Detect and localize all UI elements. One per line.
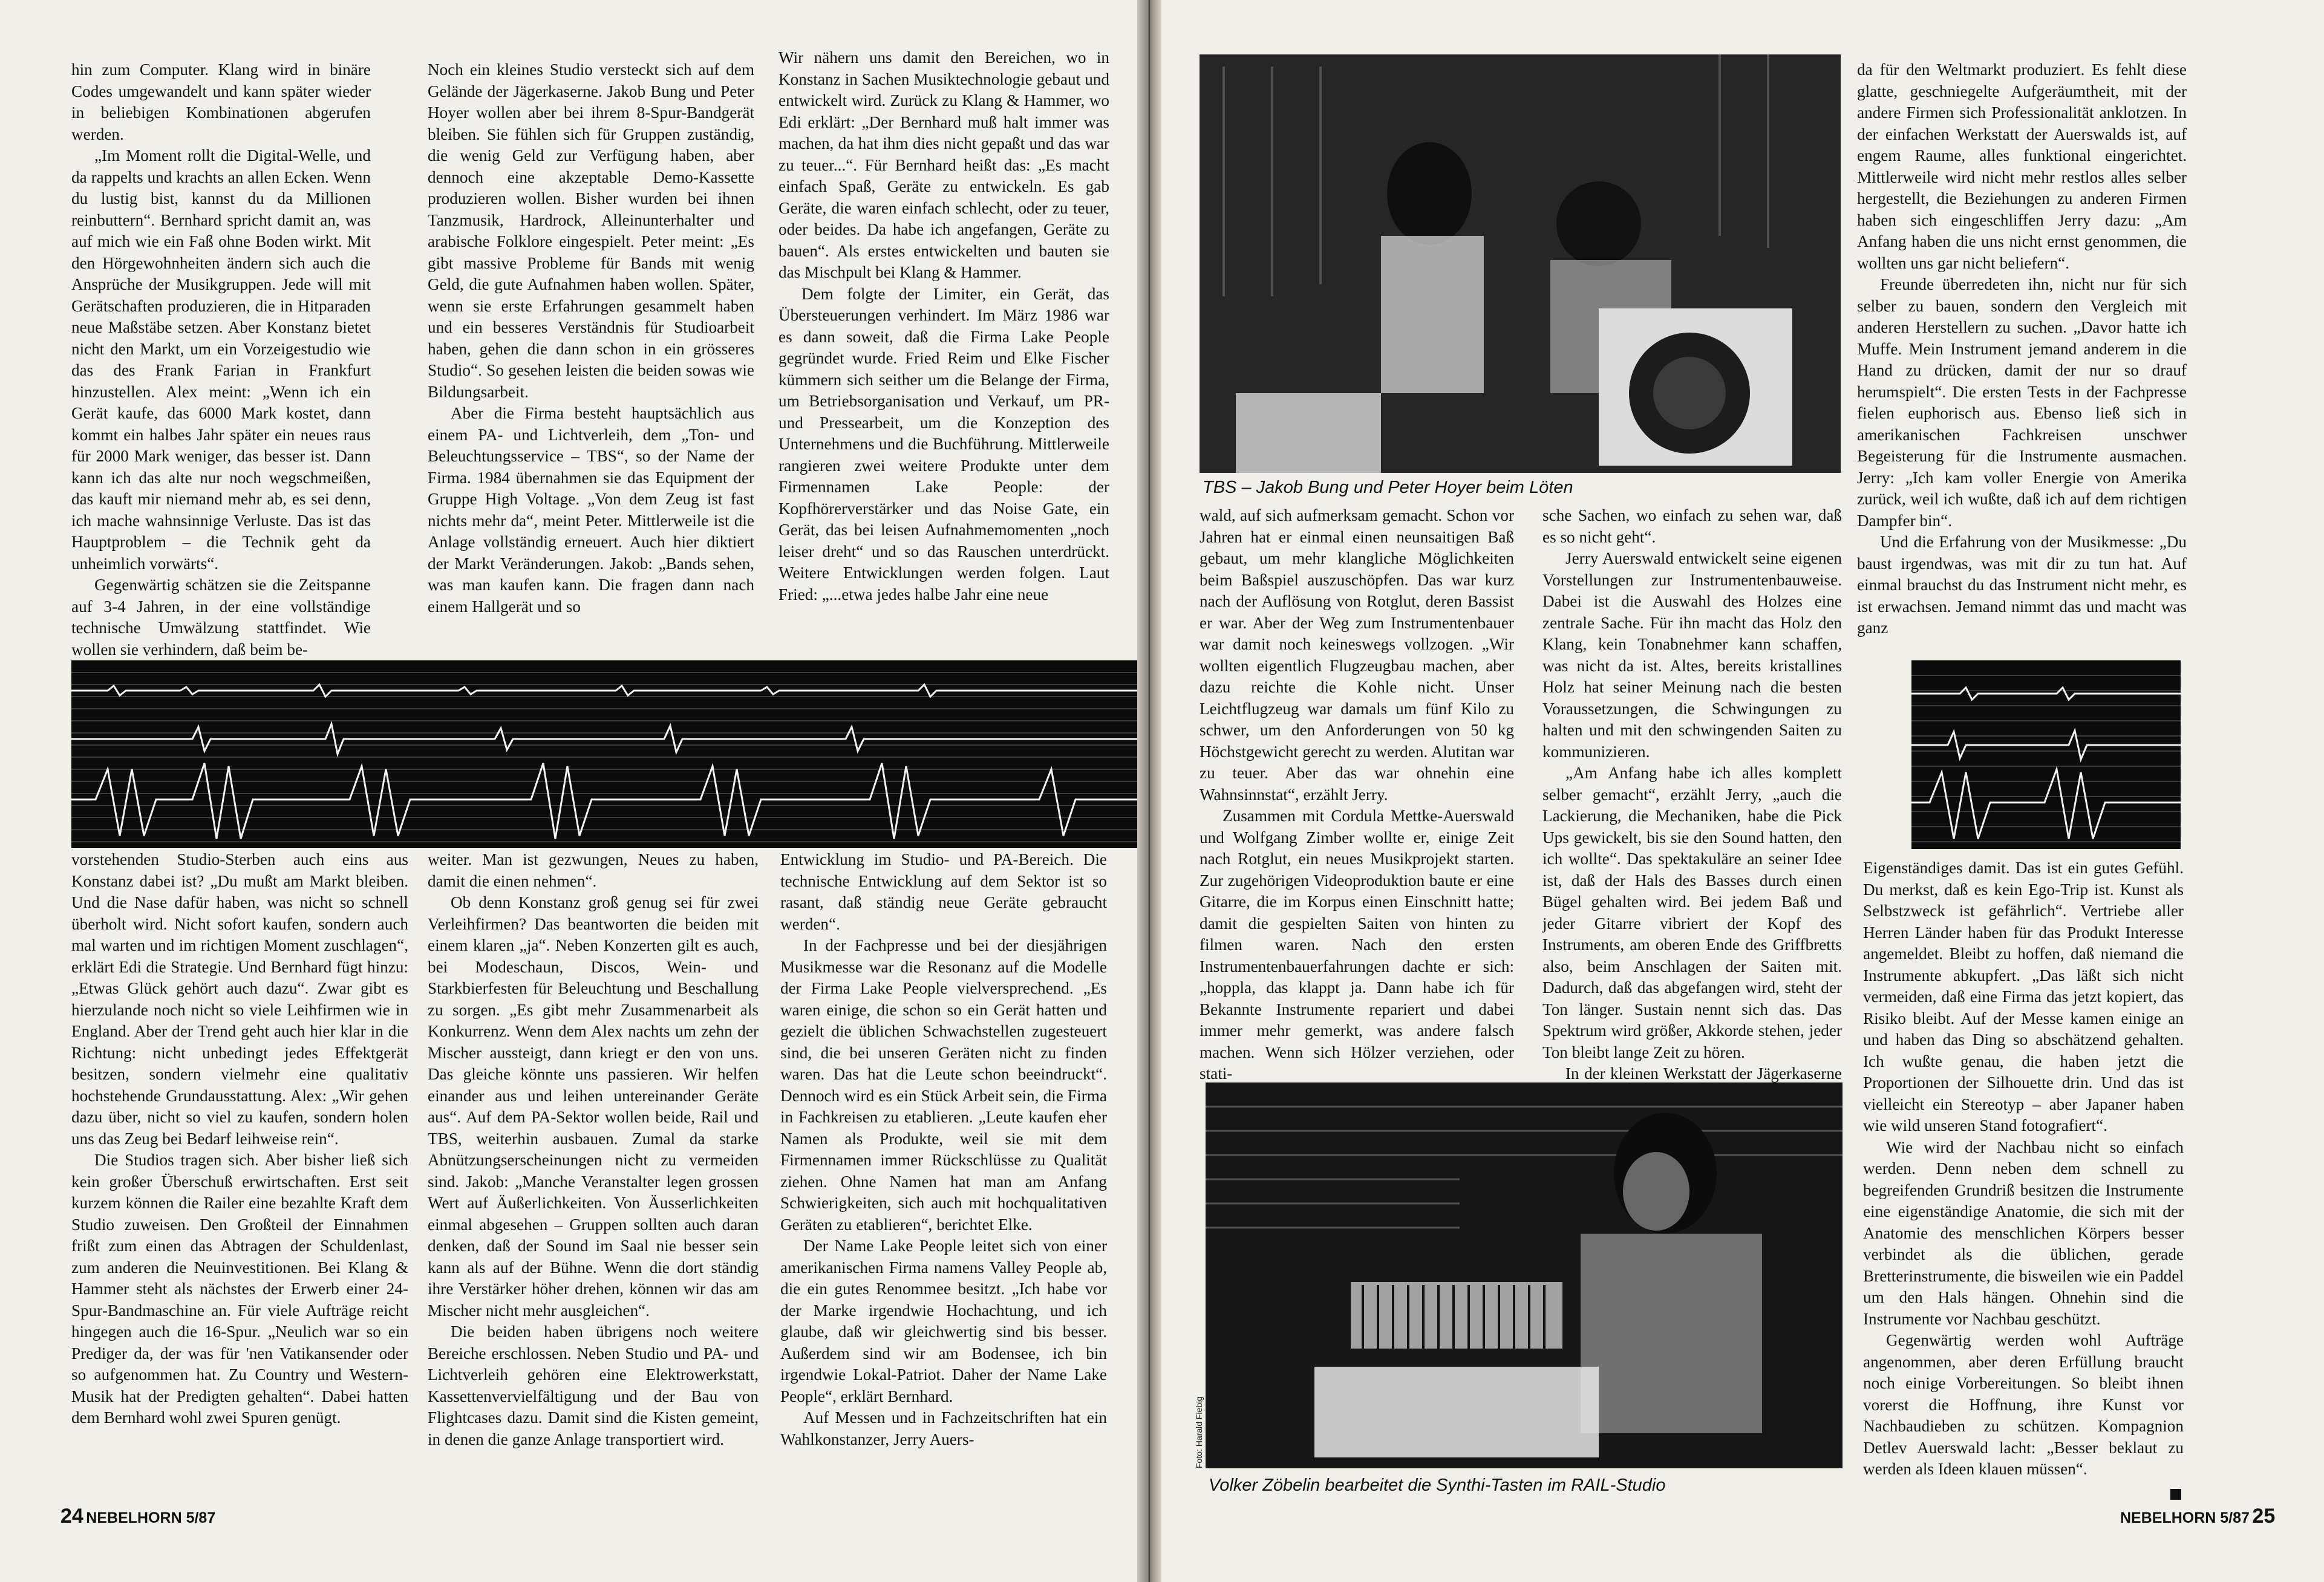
workshop-photo-graphic bbox=[1200, 54, 1841, 473]
paragraph: Entwicklung im Studio- und PA-Bereich. Die technische Entwicklung auf dem Sektor ist so rasant, daß ständig neue Geräte gebraucht werden“. bbox=[780, 850, 1107, 933]
paragraph: „Am Anfang habe ich alles komplett selber gemacht“, erzählt Jerry, „auch die Lackierung, die Mechaniken, habe die Pick Ups gewickelt, bis sie den Sound hatten, den ich wollte“. Das spektakuläre an seiner Idee ist, daß der Hals des Basses durch einen Bügel gehalten wird. Bei jedem Baß und jeder Gitarre vibriert der Kopf des Instruments, am oberen Ende des Griffbretts also, beim Anschlagen der Saiten mit. Dadurch, daß das abgefangen wird, steht der Ton länger. Sustain nennt sich das. Das Spektrum wird größer, Akkorde stehen, jeder Ton bleibt lange Zeit zu hören. bbox=[1542, 764, 1842, 1061]
paragraph: Zusammen mit Cordula Mettke-Auerswald und Wolfgang Zimber wollte er, einige Zeit nach Rotglut, ein neues Musikprojekt starten. Zur zugehörigen Videoproduktion baute er eine Gitarre, die im Korpus einen Einschnitt hatte; damit die gespielten Saiten von hinten zu filmen waren. Nach den ersten Instrumentenbauerfahrungen dachte er sich: „hoppla, das klappt ja. Dann habe ich für Bekannte Instrumente repariert und dabei immer mehr gemerkt, was andere falsch machen. Wenn sich Hölzer verziehen, oder stati- bbox=[1200, 807, 1514, 1082]
paragraph: Die Studios tragen sich. Aber bisher ließ sich kein großer Überschuß erwirtschaften. Erst seit kurzem können die Railer eine bezahlte Kraft dem Studio zuweisen. Den Großteil der Einnahmen frißt zum einen das Abtragen der Schuldenlast, zum anderen die Neuinvestitionen. Bei Klang & Hammer steht als nächstes der Erwerb einer 24-Spur-Bandmaschine an. Für viele Aufträge reicht hingegen auch die 16-Spur. „Neulich war so ein Prediger da, der was für 'nen Vatikansender oder so aufgenommen hat. Zu Country und Western-Musik hat der Predigten gehalten“. Dabei hatten dem Bernhard wohl zwei Spuren genügt. bbox=[71, 1151, 408, 1427]
photo-caption-top: TBS – Jakob Bung und Peter Hoyer beim Löten bbox=[1203, 478, 1573, 497]
right-col-r-bottom bbox=[1863, 858, 2184, 1505]
paragraph: Aber die Firma besteht hauptsächlich aus einem PA- und Lichtverleih, dem „Ton- und Beleuchtungsservice – TBS“, so der Name der Firma. 1984 übernahmen sie das Equipment der Gruppe High Voltage. „Von dem Zeug ist fast nichts mehr da“, meint Peter. Mittlerweile ist die Anlage vollständig erneuert. Auch hier diktiert der Markt Veränderungen. Jakob: „Bands sehen, was man kaufen kann. Die fragen dann nach einem Hallgerät und so bbox=[428, 404, 754, 616]
waveform-image-left bbox=[71, 660, 1137, 848]
right-footer bbox=[2120, 1505, 2275, 1528]
magazine-issue: NEBELHORN 5/87 bbox=[2120, 1509, 2250, 1526]
paragraph: Der Name Lake People leitet sich von einer amerikanischen Firma namens Valley People ab, die ein gutes Renommee besitzt. „Ich habe vor der Marke irgendwie Hochachtung, und ich glaube, daß wir gleichwertig sind bis besser. Außerdem sind wir am Bodensee, ich bin irgendwie Lokal-Patriot. Daher der Name Lake People“, erklärt Bernhard. bbox=[780, 1237, 1107, 1405]
paragraph: In der Fachpresse und bei der diesjährigen Musikmesse war die Resonanz auf die Modelle der Firma Lake People vielversprechend. „Es waren einige, die schon so ein Gerät hatten und gezielt die üblichen Schwachstellen zugesteuert sind, die bei unseren Geräten nicht zu finden waren. Das hat die Leute schon beeindruckt“. Dennoch wird es ein Stück Arbeit sein, die Firma in Fachkreisen zu etablieren. „Leute kaufen eher Namen als Produkte, weil sie mit dem Firmennamen immer Rückschlüsse zu Qualität ziehen. Ohne Namen hat man am Anfang Schwierigkeiten, sich auch mit hochqualitativen Geräten zu etablieren“, berichtet Elke. bbox=[780, 936, 1107, 1234]
paragraph: vorstehenden Studio-Sterben auch eins aus Konstanz dabei ist? „Du mußt am Markt bleiben. Und die Nase dafür haben, was nicht so schnell überholt wird. Nicht sofort kaufen, sondern auch mal warten und im richtigen Moment zuschlagen“, erklärt Edi die Strategie. Und Bernhard fügt hinzu: „Etwas Glück gehört auch dazu“. Zwar gibt es hierzulande noch nicht so viele Leihfirmen wie in England. Aber der Trend geht auch hier klar in die Richtung: nicht unbedingt jedes Effektgerät besitzen, sondern vielmehr eine qualitativ hochstehende Grundausstattung. Alex: „Wir gehen dazu über, nicht so viel zu kaufen, sondern holen uns das Zeug bei Bedarf leihweise rein“. bbox=[71, 850, 408, 1148]
paragraph: In der kleinen Werkstatt der Jägerkaserne bbox=[1565, 1064, 1842, 1082]
paragraph: Freunde überredeten ihn, nicht nur für sich selber zu bauen, sondern den Vergleich mit anderen Herstellern zu suchen. „Davor hatte ich Muffe. Mein Instrument jemand anderem in die Hand zu drücken, damit der nur so drauf herumspielt“. Die ersten Tests in der Fachpresse fielen euphorisch aus. Ebenso ließ sich in amerikanischen Fachkreisen unschwer Begeisterung für die Instrumente ausmachen. Jerry: „Ich kam voller Energie von Amerika zurück, weil ich wußte, daß ich auf dem richtigen Dampfer bin“. bbox=[1857, 275, 2187, 530]
page-number: 25 bbox=[2252, 1505, 2276, 1528]
paragraph: Eigenständiges damit. Das ist ein gutes Gefühl. Du merkst, daß es kein Ego-Trip ist. Kunst als Selbstzweck ist gefährlich“. Vertriebe aller Herren Länder haben für das Produkt Interesse angemeldet. Bleibt zu hoffen, daß niemand die Instrumente abkupfert. „Das läßt sich nicht vermeiden, daß eine Firma das jetzt kopiert, das Risiko bleibt. Auf der Messe kamen einige an und haben das Ding so abschätzend gehalten. Ich wußte genau, die haben jetzt die Proportionen der Silhouette drin. Und das ist vielleicht ein Stereotyp – aber Japaner haben wie wild unseren Stand fotografiert“. bbox=[1863, 859, 2184, 1134]
photo-synthi-studio bbox=[1206, 1082, 1843, 1468]
paragraph: Die beiden haben übrigens noch weitere Bereiche erschlossen. Neben Studio und PA- und Lichtverleih gehören eine Elektrowerkstatt, Kassettenvervielfältigung und der Bau von Flightcases dazu. Damit sind die Kisten gemeint, in denen die ganze Anlage transportiert wird. bbox=[428, 1323, 759, 1448]
left-col3-bottom bbox=[780, 849, 1107, 1502]
paragraph: Auf Messen und in Fachzeitschriften hat ein Wahlkonstanzer, Jerry Auers- bbox=[780, 1408, 1107, 1448]
paragraph: Gegenwärtig schätzen sie die Zeitspanne auf 3-4 Jahren, in der eine vollständige technische Umwälzung stattfindet. Wie wollen sie verhindern, daß beim be- bbox=[71, 576, 371, 659]
paragraph: Dem folgte der Limiter, ein Gerät, das Übersteuerungen verhindert. Im März 1986 war es dann soweit, daß die Firma Lake People gegründet wurde. Fried Reim und Elke Fischer kümmern sich seither um die Belange der Firma, um Betriebsorganisation und Verkauf, um PR- und Pressearbeit, um die Konzeption des Unternehmens und die Buchführung. Mittlerweile rangieren zwei weitere Produkte unter dem Firmennamen Lake People: der Kopfhörerverstärker und das Noise Gate, ein Gerät, das bei leisen Aufnahmemomenten „noch leiser dreht“ und so das Rauschen unterdrückt. Weitere Entwicklungen werden folgen. Laut Fried: „...etwa jedes halbe Jahr eine neue bbox=[778, 284, 1109, 604]
paragraph: Ob denn Konstanz groß genug sei für zwei Verleihfirmen? Das beantworten die beiden mit einem klaren „ja“. Neben Konzerten gilt es auch, bei Modeschaun, Discos, Wein- und Starkbierfesten für Beleuchtung und Beschallung zu sorgen. „Es gibt mehr Zusammenarbeit als Konkurrenz. Wenn dem Alex nachts um zehn der Mischer aussteigt, dann kriegt er den von uns. Das gleiche könnte uns passieren. Wir helfen einander aus und leihen untereinander Geräte aus“. Auf dem PA-Sektor wollen beide, Rail und TBS, weiterhin ausbauen. Zumal da starke Abnützungserscheinungen nicht zu vermeiden sind. Jakob: „Manche Veranstalter legen grossen Wert auf Äußerlichkeiten. Von Äusserlichkeiten einmal abgesehen – Gruppen sollten auch daran denken, daß der Sound im Saal nie besser sein kann als auf der Bühne. Wenn die dort ständig ihre Verstärker höher drehen, können wir das am Mischer nicht mehr ausgleichen“. bbox=[428, 893, 759, 1320]
right-col-mid-left bbox=[1200, 505, 1514, 1082]
paragraph: sche Sachen, wo einfach zu sehen war, daß es so nicht geht“. bbox=[1542, 506, 1842, 546]
left-col2-bottom bbox=[428, 849, 759, 1502]
paragraph: Wir nähern uns damit den Bereichen, wo in Konstanz in Sachen Musiktechnologie gebaut und entwickelt wird. Zurück zu Klang & Hammer, wo Edi erklärt: „Der Bernhard muß halt immer was machen, da hat ihm dies nicht gepaßt und das war zu teuer...“. Für Bernhard heißt das: „Es macht einfach Spaß, Geräte zu entwickeln. Es gab Geräte, die waren einfach schlecht, oder zu teuer, oder beides. Da habe ich angefangen, Geräte zu bauen“. Als erstes entwickelten und bauten sie das Mischpult bei Klang & Hammer. bbox=[778, 48, 1109, 281]
left-col3-top bbox=[778, 47, 1109, 652]
left-col1-bottom bbox=[71, 849, 408, 1502]
paragraph: hin zum Computer. Klang wird in binäre Codes umgewandelt und kann später wieder in beliebigen Kombinationen abgerufen werden. bbox=[71, 60, 371, 143]
paragraph: „Im Moment rollt die Digital-Welle, und da rappelts und krachts an allen Ecken. Wenn du lustig bist, kannst du da Millionen reinbuttern“. Bernhard spricht damit an, was auf mich wie ein Faß ohne Boden wirkt. Mit den Hörgewohnheiten ändern sich auch die Ansprüche der Musikgruppen. Jede will mit Gerätschaften produzieren, die in Hitparaden neue Maßstäbe setzen. Aber Konstanz bietet nicht den Markt, um ein Vorzeigestudio wie das des Frank Farian in Frankfurt hinzustellen. Alex meint: „Wenn ich ein Gerät kaufe, das 6000 Mark kostet, dann kommt ein halbes Jahr später ein neues raus für 2000 Mark weniger, das besser ist. Dann kann ich das alte nur noch wegschmeißen, das kauft mir niemand mehr ab, es sei denn, ich mache wahnsinnige Verluste. Das ist das Hauptproblem – die Technik geht da unheimlich vorwärts“. bbox=[71, 146, 371, 573]
studio-photo-graphic bbox=[1206, 1082, 1843, 1468]
waveform-image-right bbox=[1911, 660, 2181, 849]
spine-gutter bbox=[1137, 0, 1161, 1582]
paragraph: weiter. Man ist gezwungen, Neues zu haben, damit die einen nehmen“. bbox=[428, 850, 759, 890]
paragraph: da für den Weltmarkt produziert. Es fehlt diese glatte, geschniegelte Aufgeräumtheit, mit der andere Firmen sich Professionalität anklotzen. In der einfachen Werkstatt der Auerswalds ist, auf engem Raume, alles funktional eingerichtet. Mittlerweile wird nicht mehr restlos alles selber hergestellt, die Beziehungen zu anderen Firmen haben sich eingeschliffen Jerry dazu: „Am Anfang haben die uns nicht ernst genommen, die wollten uns gar nicht beliefern“. bbox=[1857, 60, 2187, 272]
photo-credit: Foto: Harald Fiebig bbox=[1194, 1396, 1204, 1468]
left-footer bbox=[60, 1505, 215, 1528]
left-col2-top bbox=[428, 59, 754, 652]
left-page bbox=[0, 0, 1137, 1582]
right-page bbox=[1161, 0, 2324, 1582]
paragraph: Und die Erfahrung von der Musikmesse: „Du baust irgendwas, was mit dir zu tun hat. Auf einmal brauchst du das Instrument nicht mehr, es ist erwachsen. Jemand nimmt das und macht was ganz bbox=[1857, 533, 2187, 637]
magazine-issue: NEBELHORN 5/87 bbox=[86, 1509, 216, 1526]
paragraph: Jerry Auerswald entwickelt seine eigenen Vorstellungen zur Instrumentenbauweise. Dabei ist die Auswahl des Holzes eine zentrale Sache. Für ihn macht das Holz den Klang, kein Tonabnehmer kann schaffen, was nicht da ist. Altes, bereits kristallines Holz hat seiner Meinung nach die besten Voraussetzungen, die Schwingungen zu halten und mit den schwingenden Saiten zu kommunizieren. bbox=[1542, 549, 1842, 761]
paragraph: wald, auf sich aufmerksam gemacht. Schon vor Jahren hat er einmal einen neunsaitigen Baß gebaut, um mehr klangliche Möglichkeiten beim Baßspiel auszuschöpfen. Das war kurz nach der Auflösung von Rotglut, deren Bassist er war. Aber der Weg zum Instrumentenbauer war damit noch keineswegs vollzogen. „Wir wollten eigentlich Flugzeugbau machen, aber dazu reichte die Kohle nicht. Unser Leichtflugzeug war damals um fünf Kilo zu schwer, um den Anforderungen von 50 kg Höchstgewicht gerecht zu werden. Alutitan war zu teuer. Aber das war ohnehin eine Wahnsinnstat“, erzählt Jerry. bbox=[1200, 506, 1514, 804]
left-col1-top bbox=[71, 59, 371, 659]
page-number: 24 bbox=[60, 1505, 83, 1528]
right-col-r-top bbox=[1857, 59, 2187, 640]
paragraph: Wie wird der Nachbau nicht so einfach werden. Denn neben dem schnell zu begreifenden Grundriß besitzen die Instrumente eine eigenständige Anatomie, die sich mit der Anatomie des menschlichen Körpers besser verbindet als die üblichen, gerade Bretterinstrumente, die bisweilen wie ein Paddel um den Hals hängen. Ohnehin sind die Instrumente vor Nachbau geschützt. bbox=[1863, 1138, 2184, 1328]
right-col-mid-right bbox=[1542, 505, 1842, 1082]
paragraph: Gegenwärtig werden wohl Aufträge angenommen, aber deren Erfüllung braucht noch einige Vorbereitungen. So bleibt ihnen vorerst die Hoffnung, ihre Kunst vor Nachbaudieben zu schützen. Kompagnion Detlev Auerswald lacht: „Besser beklaut zu werden als Ideen klauen müssen“. bbox=[1863, 1331, 2184, 1478]
article-end-mark bbox=[2170, 1489, 2181, 1500]
photo-tbs-soldering bbox=[1200, 54, 1841, 473]
paragraph: Noch ein kleines Studio versteckt sich auf dem Gelände der Jägerkaserne. Jakob Bung und Peter Hoyer wollen aber bei ihrem 8-Spur-Bandgerät bleiben. Sie fühlen sich für Gruppen zuständig, die wenig Geld zur Verfügung haben, aber dennoch eine akzeptable Demo-Kassette produzieren wollen. Bisher wurden bei ihnen Tanzmusik, Hardrock, Alleinunterhalter und arabische Folklore eingespielt. Peter meint: „Es gibt massive Probleme für Bands mit wenig Geld, die gute Aufnahmen haben wollen. Später, wenn sie erste Erfahrungen gesammelt haben und ein besseres Verständnis für Studioarbeit haben, gehen die dann schon in ein grösseres Studio“. So gesehen leisten die beiden sowas wie Bildungsarbeit. bbox=[428, 60, 754, 401]
photo-caption-bottom: Volker Zöbelin bearbeitet die Synthi-Tasten im RAIL-Studio bbox=[1209, 1476, 1666, 1495]
